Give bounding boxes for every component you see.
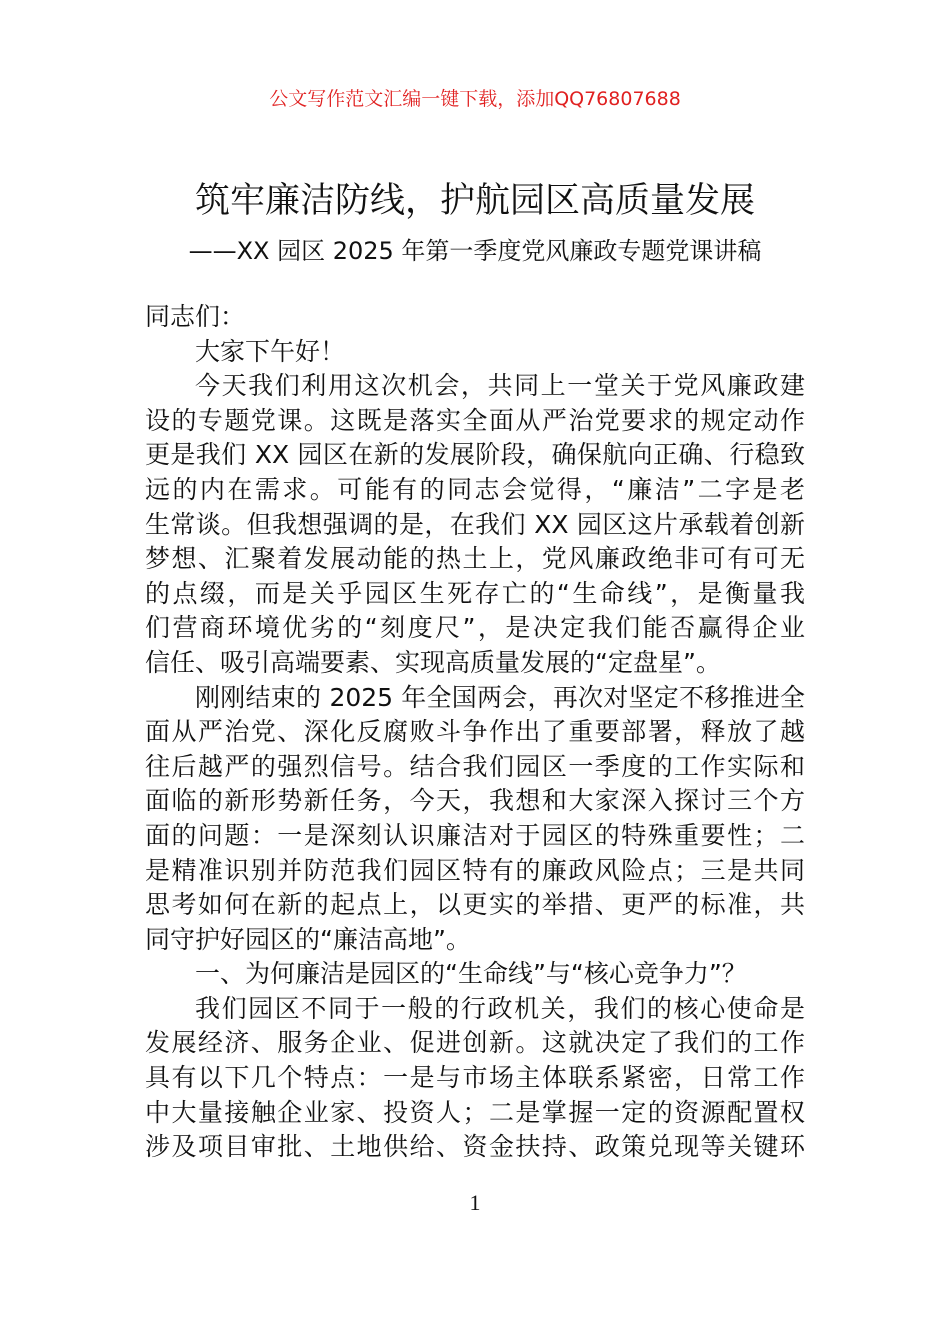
document-title: 筑牢廉洁防线，护航园区高质量发展: [194, 181, 755, 221]
text-line: 中大量接触企业家、投资人；二是掌握一定的资源配置权: [145, 1097, 805, 1127]
text-line: 同志们：: [145, 302, 246, 331]
paragraph: [145, 992, 805, 1165]
text-line: 生常谈。但我想强调的是，在我们 XX 园区这片承载着创新: [145, 509, 805, 539]
document-subtitle: ——XX 园区 2025 年第一季度党风廉政专题党课讲稿: [188, 237, 762, 265]
text-line: 梦想、汇聚着发展动能的热土上，党风廉政绝非可有可无: [145, 544, 805, 574]
document-body: [145, 300, 805, 1165]
paragraph: [145, 681, 805, 958]
text-line: 设的专题党课。这既是落实全面从严治党要求的规定动作: [145, 405, 805, 435]
text-line: 是精准识别并防范我们园区特有的廉政风险点；三是共同: [145, 855, 805, 885]
text-line: 面临的新形势新任务，今天，我想和大家深入探讨三个方: [145, 786, 805, 816]
download-watermark: 公文写作范文汇编一键下载，添加QQ76807688: [269, 88, 681, 110]
paragraph: [145, 300, 805, 335]
text-line: 一、为何廉洁是园区的“生命线”与“核心竞争力”？: [195, 959, 747, 989]
paragraph: [145, 335, 805, 370]
text-line: 发展经济、服务企业、促进创新。这就决定了我们的工作: [145, 1028, 805, 1058]
page-number: 1: [469, 1190, 481, 1215]
text-line: 面的问题：一是深刻认识廉洁对于园区的特殊重要性；二: [145, 820, 805, 850]
paragraph: [145, 369, 805, 680]
text-line: 思考如何在新的起点上，以更实的举措、更严的标准，共: [145, 890, 805, 920]
paragraph: [145, 957, 805, 992]
text-line: 我们园区不同于一般的行政机关，我们的核心使命是: [195, 993, 805, 1023]
text-line: 的点缀，而是关乎园区生死存亡的“生命线”，是衡量我: [145, 578, 805, 608]
text-line: 信任、吸引高端要素、实现高质量发展的“定盘星”。: [145, 647, 721, 677]
text-line: 远的内在需求。可能有的同志会觉得，“廉洁”二字是老: [145, 474, 805, 504]
text-line: 面从严治党、深化反腐败斗争作出了重要部署，释放了越: [145, 717, 805, 747]
text-line: 们营商环境优劣的“刻度尺”，是决定我们能否赢得企业: [145, 613, 805, 643]
text-line: 今天我们利用这次机会，共同上一堂关于党风廉政建: [195, 371, 805, 401]
text-line: 同守护好园区的“廉洁高地”。: [145, 924, 471, 954]
text-line: 刚刚结束的 2025 年全国两会，再次对坚定不移推进全: [195, 682, 805, 712]
text-line: 更是我们 XX 园区在新的发展阶段，确保航向正确、行稳致: [145, 440, 805, 470]
text-line: 具有以下几个特点：一是与市场主体联系紧密，日常工作: [145, 1063, 805, 1093]
text-line: 大家下午好！: [195, 336, 346, 366]
text-line: 涉及项目审批、土地供给、资金扶持、政策兑现等关键环: [145, 1132, 805, 1162]
text-line: 往后越严的强烈信号。结合我们园区一季度的工作实际和: [145, 751, 805, 781]
